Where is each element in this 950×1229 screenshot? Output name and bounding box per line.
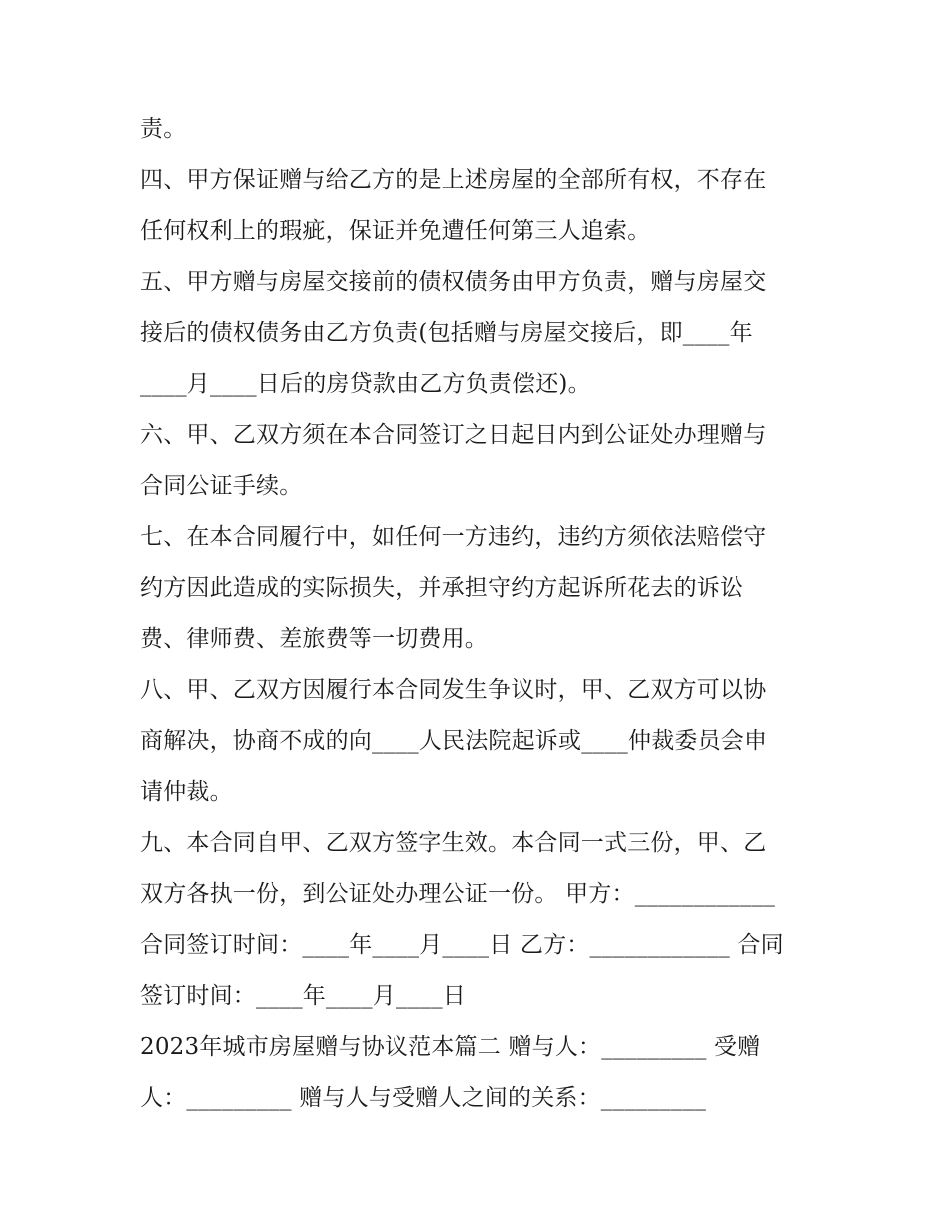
- text-line-6: ____月____日后的房贷款由乙方负责偿还)。: [140, 371, 591, 397]
- text-line-2: 四、甲方保证赠与给乙方的是上述房屋的全部所有权，不存在: [140, 167, 767, 193]
- text-line-13: 商解决，协商不成的向____人民法院起诉或____仲裁委员会申: [140, 728, 768, 754]
- text-line-3: 任何权利上的瑕疵，保证并免遭任何第三人追索。: [140, 218, 651, 244]
- text-line-8: 合同公证手续。: [140, 473, 303, 499]
- text-line-15: 九、本合同自甲、乙双方签字生效。本合同一式三份，甲、乙: [140, 830, 767, 856]
- text-line-5: 接后的债权债务由乙方负责(包括赠与房屋交接后，即____年: [140, 320, 753, 346]
- text-line-19: 2023年城市房屋赠与协议范本篇二 赠与人：_________ 受赠: [140, 1034, 761, 1060]
- text-line-10: 约方因此造成的实际损失，并承担守约方起诉所花去的诉讼: [140, 575, 744, 601]
- text-line-9: 七、在本合同履行中，如任何一方违约，违约方须依法赔偿守: [140, 524, 767, 550]
- text-line-11: 费、律师费、差旅费等一切费用。: [140, 626, 488, 652]
- text-line-18: 签订时间：____年____月____日: [140, 983, 466, 1009]
- text-line-20: 人：_________ 赠与人与受赠人之间的关系：_________: [140, 1085, 707, 1111]
- text-line-12: 八、甲、乙双方因履行本合同发生争议时，甲、乙双方可以协: [140, 677, 767, 703]
- text-line-14: 请仲裁。: [140, 779, 233, 805]
- text-line-1: 责。: [140, 116, 187, 142]
- text-line-7: 六、甲、乙双方须在本合同签订之日起日内到公证处办理赠与: [140, 422, 767, 448]
- text-line-17: 合同签订时间：____年____月____日 乙方：____________ 合同: [140, 932, 784, 958]
- text-line-4: 五、甲方赠与房屋交接前的债权债务由甲方负责，赠与房屋交: [140, 269, 767, 295]
- text-line-16: 双方各执一份，到公证处办理公证一份。 甲方：____________: [140, 881, 776, 907]
